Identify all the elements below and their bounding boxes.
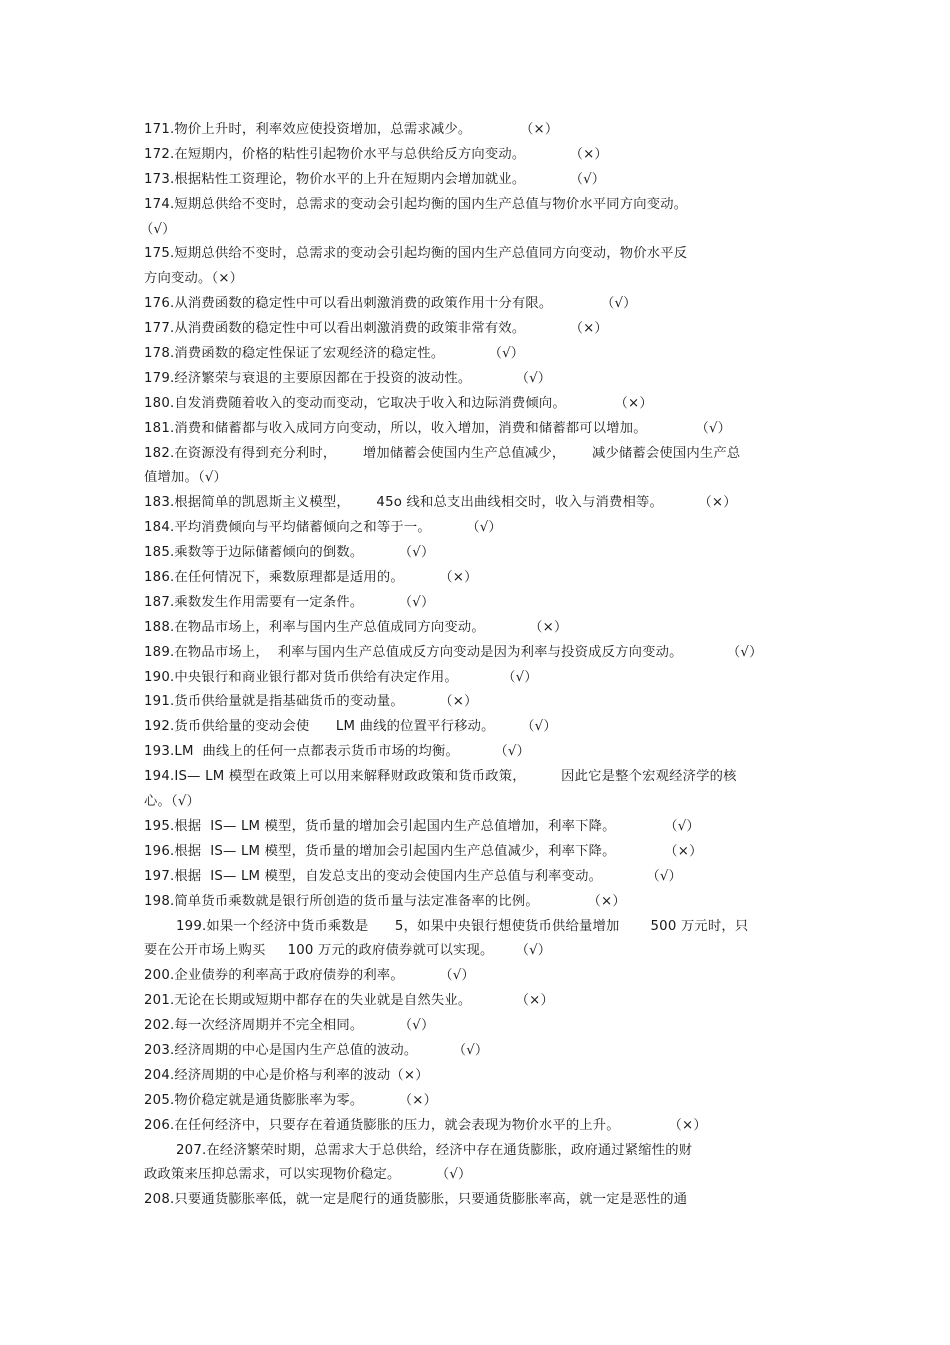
document-line: 182.在资源没有得到充分利时， 增加储蓄会使国内生产总值减少， 减少储蓄会使国内生产总 bbox=[144, 445, 741, 461]
document-line: 206.在任何经济中，只要存在着通货膨胀的压力，就会表现为物价水平的上升。 （×） bbox=[144, 1117, 707, 1133]
document-body bbox=[0, 118, 950, 1213]
document-line: 187.乘数发生作用需要有一定条件。 （√） bbox=[144, 594, 435, 610]
document-line: 171.物价上升时，利率效应使投资增加，总需求减少。 （×） bbox=[144, 122, 559, 137]
document-line: 值增加。（√） bbox=[144, 470, 228, 486]
document-line: 要在公开市场上购买 100 万元的政府债券就可以实现。 （√） bbox=[144, 943, 552, 959]
document-line: 194.IS— LM 模型在政策上可以用来解释财政政策和货币政策， 因此它是整个宏观经济学的核 bbox=[144, 769, 737, 785]
document-line: 203.经济周期的中心是国内生产总值的波动。 （√） bbox=[144, 1042, 489, 1058]
document-line: 方向变动。（×） bbox=[144, 271, 244, 287]
document-line: 195.根据 IS— LM 模型，货币量的增加会引起国内生产总值增加，利率下降。 （√） bbox=[144, 818, 700, 834]
document-line: 176.从消费函数的稳定性中可以看出刺激消费的政策作用十分有限。 （√） bbox=[144, 296, 637, 312]
document-line: 199.如果一个经济中货币乘数是 5，如果中央银行想使货币供给量增加 500 万元时，只 bbox=[176, 918, 749, 934]
document-line: （√） bbox=[140, 221, 176, 237]
document-line: 心。（√） bbox=[144, 794, 201, 810]
document-line: 184.平均消费倾向与平均储蓄倾向之和等于一。 （√） bbox=[144, 520, 502, 536]
document-line: 192.货币供给量的变动会使 LM 曲线的位置平行移动。 （√） bbox=[144, 719, 557, 735]
document-line: 202.每一次经济周期并不完全相同。 （√） bbox=[144, 1018, 435, 1034]
document-line: 185.乘数等于边际储蓄倾向的倒数。 （√） bbox=[144, 545, 435, 561]
document-line: 政政策来压抑总需求，可以实现物价稳定。 （√） bbox=[144, 1167, 472, 1183]
document-line: 201.无论在长期或短期中都存在的失业就是自然失业。 （×） bbox=[144, 993, 554, 1009]
document-line: 205.物价稳定就是通货膨胀率为零。 （×） bbox=[144, 1092, 438, 1108]
document-line: 173.根据粘性工资理论，物价水平的上升在短期内会增加就业。 （√） bbox=[144, 171, 606, 187]
document-line: 177.从消费函数的稳定性中可以看出刺激消费的政策非常有效。 （×） bbox=[144, 321, 608, 337]
document-line: 178.消费函数的稳定性保证了宏观经济的稳定性。 （√） bbox=[144, 346, 525, 362]
document-line: 175.短期总供给不变时，总需求的变动会引起均衡的国内生产总值同方向变动，物价水平反 bbox=[144, 246, 688, 262]
document-line: 174.短期总供给不变时，总需求的变动会引起均衡的国内生产总值与物价水平同方向变动。 bbox=[144, 196, 688, 212]
document-line: 183.根据简单的凯恩斯主义模型， 45o 线和总支出曲线相交时，收入与消费相等。 （×） bbox=[144, 495, 737, 511]
document-line: 190.中央银行和商业银行都对货币供给有决定作用。 （√） bbox=[144, 669, 538, 685]
document-line: 193.LM 曲线上的任何一点都表示货币市场的均衡。 （√） bbox=[144, 744, 531, 760]
document-line: 204.经济周期的中心是价格与利率的波动（×） bbox=[144, 1067, 429, 1083]
document-line: 208.只要通货膨胀率低，就一定是爬行的通货膨胀，只要通货膨胀率高，就一定是恶性的通 bbox=[144, 1192, 688, 1208]
document-line: 188.在物品市场上，利率与国内生产总值成同方向变动。 （×） bbox=[144, 619, 568, 635]
document-line: 200.企业债券的利率高于政府债券的利率。 （√） bbox=[144, 968, 475, 984]
document-line: 172.在短期内，价格的粘性引起物价水平与总供给反方向变动。 （×） bbox=[144, 146, 608, 162]
document-line: 180.自发消费随着收入的变动而变动，它取决于收入和边际消费倾向。 （×） bbox=[144, 395, 653, 411]
document-line: 186.在任何情况下，乘数原理都是适用的。 （×） bbox=[144, 570, 478, 586]
document-line: 197.根据 IS— LM 模型，自发总支出的变动会使国内生产总值与利率变动。 （√） bbox=[144, 868, 683, 884]
document-line: 207.在经济繁荣时期，总需求大于总供给，经济中存在通货膨胀，政府通过紧缩性的财 bbox=[176, 1142, 693, 1158]
document-line: 198.简单货币乘数就是银行所创造的货币量与法定准备率的比例。 （×） bbox=[144, 893, 626, 909]
document-line: 189.在物品市场上， 利率与国内生产总值成反方向变动是因为利率与投资成反方向变动。 （√） bbox=[144, 644, 763, 660]
document-line: 196.根据 IS— LM 模型，货币量的增加会引起国内生产总值减少，利率下降。 （×） bbox=[144, 843, 703, 859]
document-line: 179.经济繁荣与衰退的主要原因都在于投资的波动性。 （√） bbox=[144, 370, 552, 386]
document-line: 181.消费和储蓄都与收入成同方向变动，所以，收入增加，消费和储蓄都可以增加。 （√） bbox=[144, 420, 732, 436]
document-line: 191.货币供给量就是指基础货币的变动量。 （×） bbox=[144, 694, 478, 710]
